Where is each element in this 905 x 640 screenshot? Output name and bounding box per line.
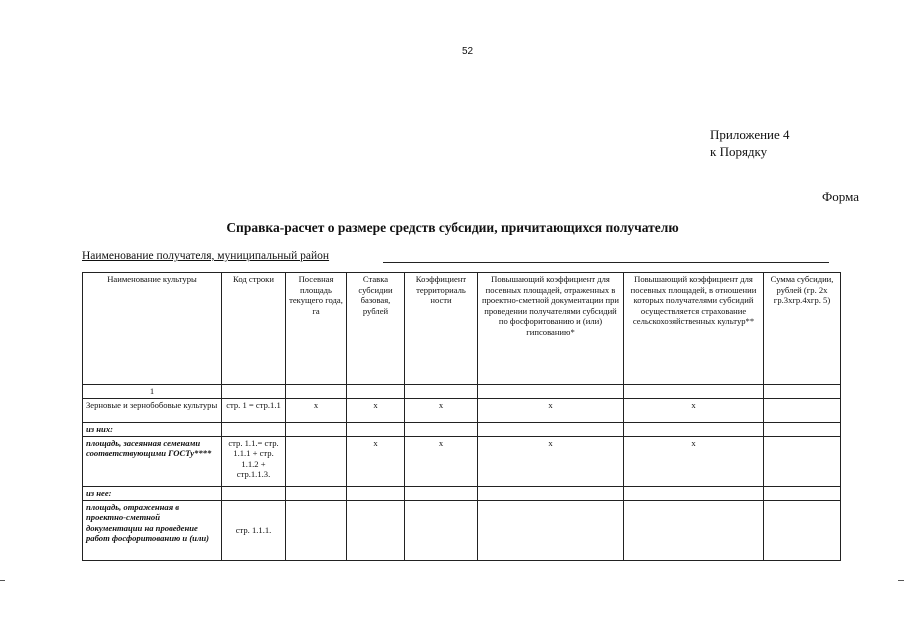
sown-area-cell: x [286, 399, 347, 423]
sown-area-cell [286, 436, 347, 486]
territorial-coefficient-cell: x [405, 436, 478, 486]
document-title: Справка-расчет о размере средств субсидии, причитающихся получателю [226, 220, 679, 235]
row-code-cell [222, 423, 286, 437]
table-row [83, 436, 841, 486]
territorial-coefficient-cell [405, 500, 478, 560]
base-rate-cell [347, 423, 405, 437]
phosphoritization-coefficient-cell [478, 500, 624, 560]
territorial-coefficient-cell [405, 423, 478, 437]
territorial-coefficient-cell [405, 486, 478, 500]
header-base-rate: Ставка субсидии базовая, рублей [347, 273, 405, 385]
phosphoritization-coefficient-cell [478, 486, 624, 500]
base-rate-cell [347, 500, 405, 560]
insurance-coefficient-cell: x [624, 436, 764, 486]
crop-name-cell: площадь, отраженная в проектно-сметной документации на проведение работ фосфоритованию и (или) [83, 500, 222, 560]
header-row-code: Код строки [222, 273, 286, 385]
phosphoritization-coefficient-cell: x [478, 436, 624, 486]
subsidy-calculation-table [82, 272, 841, 561]
column-number-cell [347, 385, 405, 399]
page-edge-mark-right [898, 580, 904, 581]
table-row [83, 399, 841, 423]
table-row [83, 486, 841, 500]
column-number-cell [624, 385, 764, 399]
page-number: 52 [462, 46, 474, 57]
crop-name-cell: площадь, засеянная семенами соответствующими ГОСТу**** [83, 436, 222, 486]
insurance-coefficient-cell [624, 423, 764, 437]
base-rate-cell: x [347, 399, 405, 423]
recipient-fill-line [383, 262, 829, 263]
sown-area-cell [286, 500, 347, 560]
crop-name-cell: из нее: [83, 486, 222, 500]
form-label: Форма [822, 189, 859, 204]
recipient-label: Наименование получателя, муниципальный район [82, 250, 330, 262]
header-insurance-coefficient: Повышающий коэффициент для посевных площадей, в отношении которых получателями субсидий осуществляется страхование сельскохозяйственных культур** [624, 273, 764, 385]
subsidy-sum-cell [764, 423, 841, 437]
appendix-line-1: Приложение 4 [710, 127, 790, 142]
appendix-line-2: к Порядку [710, 144, 768, 159]
column-number-cell [478, 385, 624, 399]
table-row [83, 423, 841, 437]
column-number-cell: 1 [83, 385, 222, 399]
row-code-cell: стр. 1.1.1. [222, 500, 286, 560]
insurance-coefficient-cell [624, 500, 764, 560]
subsidy-sum-cell [764, 500, 841, 560]
row-code-cell: стр. 1.1.= стр. 1.1.1 + стр. 1.1.2 + стр.1.1.3. [222, 436, 286, 486]
subsidy-sum-cell [764, 486, 841, 500]
subsidy-sum-cell [764, 399, 841, 423]
header-phosphoritization-coefficient: Повышающий коэффициент для посевных площадей, отраженных в проектно-сметной документации при проведении получателями субсидий по фосфоритованию и (или) гипсованию* [478, 273, 624, 385]
page-edge-mark-left [0, 580, 5, 581]
table-row [83, 500, 841, 560]
header-subsidy-sum: Сумма субсидии, рублей (гр. 2х гр.3хгр.4хгр. 5) [764, 273, 841, 385]
row-code-cell: стр. 1 = стр.1.1 [222, 399, 286, 423]
insurance-coefficient-cell: x [624, 399, 764, 423]
header-territorial-coefficient: Коэффициент территориаль ности [405, 273, 478, 385]
appendix-reference [710, 126, 790, 160]
base-rate-cell: x [347, 436, 405, 486]
subsidy-table-container [82, 272, 840, 561]
column-number-row [83, 385, 841, 399]
column-number-cell [286, 385, 347, 399]
row-code-cell [222, 486, 286, 500]
header-crop-name: Наименование культуры [83, 273, 222, 385]
table-header-row [83, 273, 841, 385]
column-number-cell [764, 385, 841, 399]
header-sown-area: Посевная площадь текущего года, га [286, 273, 347, 385]
crop-name-cell: из них: [83, 423, 222, 437]
column-number-cell [405, 385, 478, 399]
insurance-coefficient-cell [624, 486, 764, 500]
base-rate-cell [347, 486, 405, 500]
subsidy-sum-cell [764, 436, 841, 486]
phosphoritization-coefficient-cell: x [478, 399, 624, 423]
sown-area-cell [286, 423, 347, 437]
column-number-cell [222, 385, 286, 399]
sown-area-cell [286, 486, 347, 500]
crop-name-cell: Зерновые и зернобобовые культуры [83, 399, 222, 423]
phosphoritization-coefficient-cell [478, 423, 624, 437]
territorial-coefficient-cell: x [405, 399, 478, 423]
